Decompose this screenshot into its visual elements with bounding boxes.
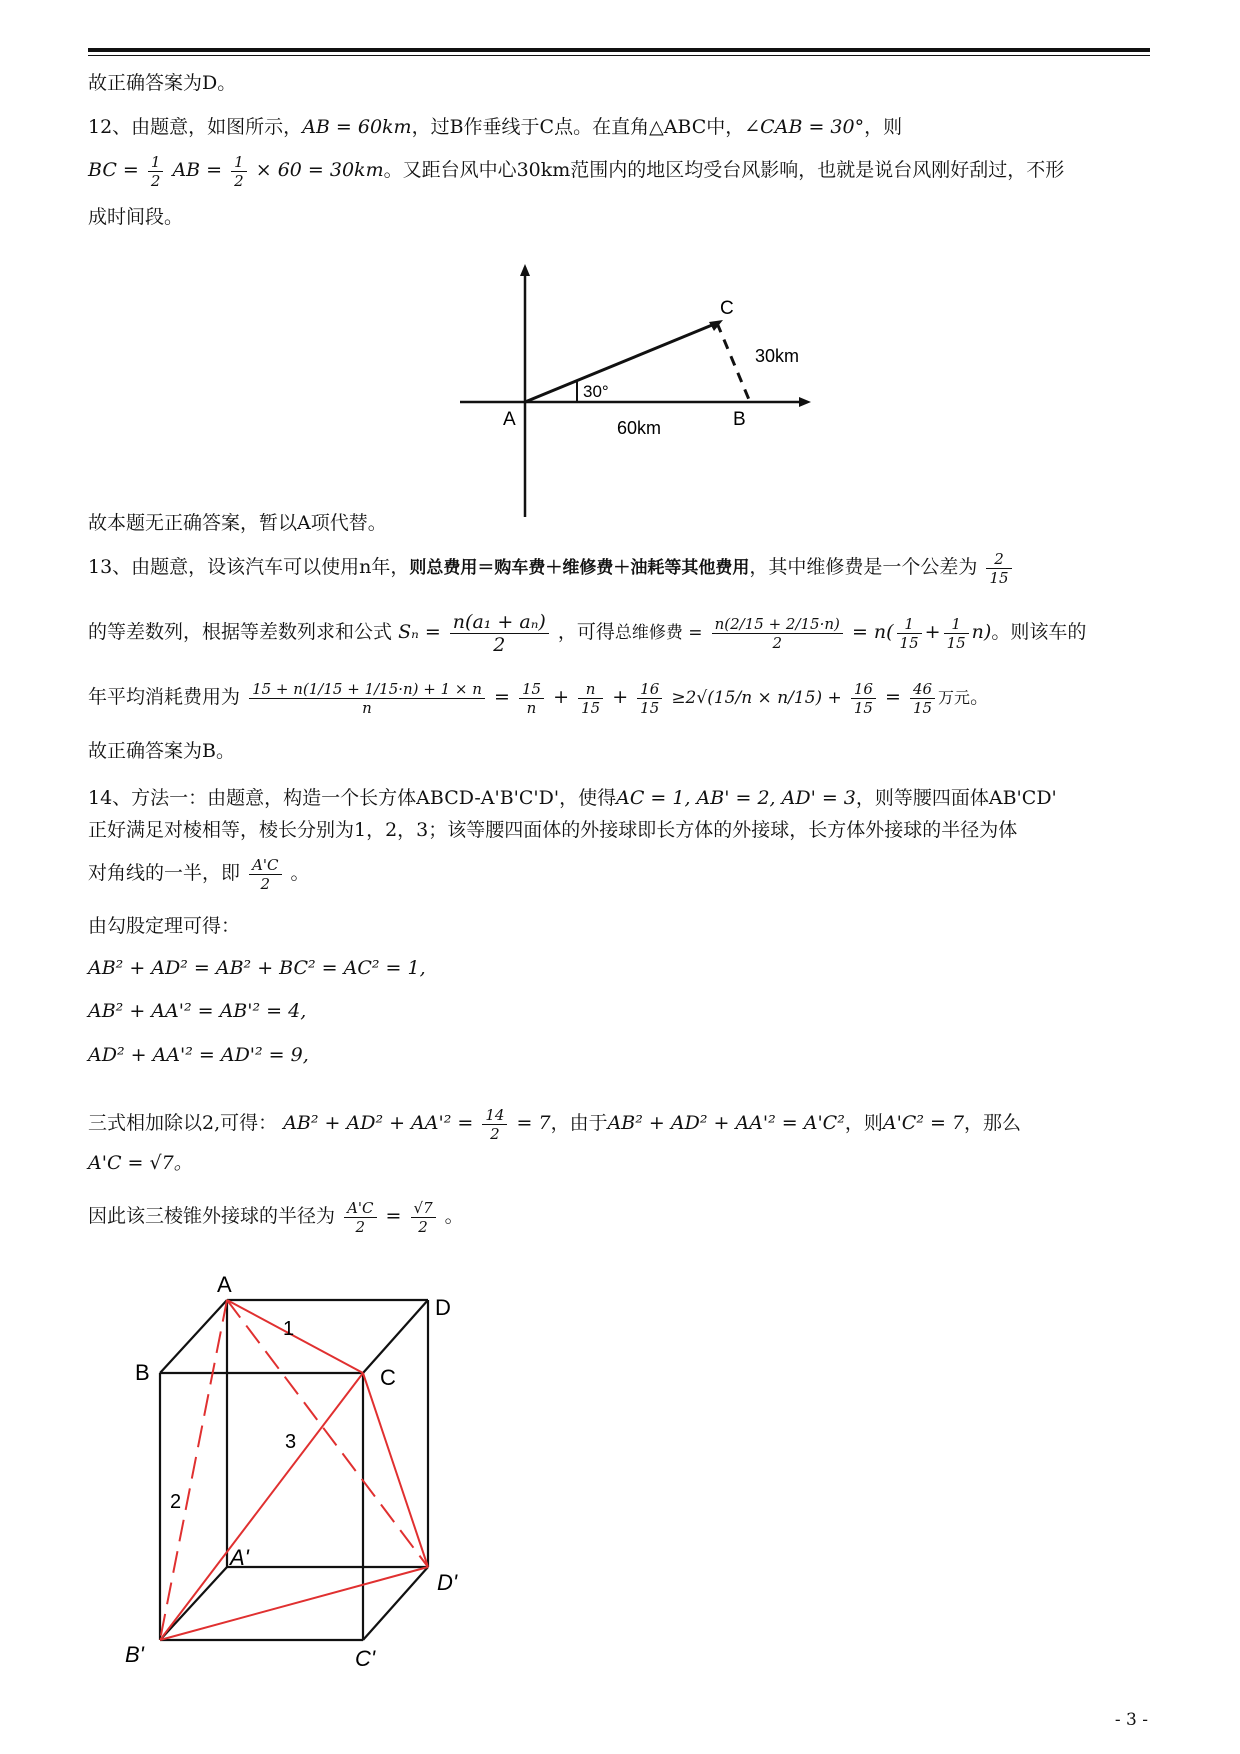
page-number: - 3 - bbox=[1114, 1710, 1148, 1730]
vertex-a-prime: A' bbox=[230, 1545, 249, 1570]
q12-line3: 成时间段。 bbox=[88, 206, 184, 228]
q11-answer: 故正确答案为D。 bbox=[88, 72, 237, 94]
tetrahedron-edges bbox=[160, 1300, 428, 1640]
fraction-16-15: $\frac{16}{15}$ bbox=[637, 680, 662, 717]
fraction-15-n: $\frac{15}{n}$ bbox=[519, 680, 544, 717]
fraction-sn: $\frac{\text{n(a₁ + aₙ)}}{2}$ bbox=[450, 611, 549, 656]
label-30km: 30km bbox=[755, 346, 800, 366]
vertex-c: C bbox=[380, 1365, 396, 1390]
label-a: A bbox=[503, 409, 516, 430]
header-rule-thick bbox=[88, 48, 1150, 52]
fraction-sqrt7-over-2: $\frac{√7}{2}$ bbox=[411, 1199, 436, 1236]
vertex-a: A bbox=[217, 1272, 232, 1297]
vertex-b-prime: B' bbox=[125, 1642, 144, 1667]
q13-line3: 年平均消耗费用为 $\frac{15 + n(1/15 + 1/15\cdot n) + 1 \times n}{n}$ = $\frac{15}{n}$ + $\frac{n}{15}$ + $\frac{16}{15}$ ≥2√(15/n × n/15) + $\frac{16}{15}$ = $\frac{46}{15}$ 万元。 bbox=[88, 679, 990, 717]
label-c: C bbox=[720, 298, 734, 319]
equation-2: AB² + AA'² = AB'² = 4, bbox=[88, 1000, 307, 1022]
edge-label-1: 1 bbox=[283, 1318, 295, 1340]
q14-sum-line: 三式相加除以2,可得： AB² + AD² + AA'² = $\frac{14}{2}$ = 7，由于AB² + AD² + AA'² = A'C²，则A'C² = 7，那么 bbox=[88, 1105, 1022, 1143]
q14-result-ac: A'C = √7。 bbox=[88, 1152, 193, 1174]
fraction-half: $\frac{1}{2}$ bbox=[148, 153, 164, 190]
fraction-half-2: $\frac{1}{2}$ bbox=[231, 153, 247, 190]
fraction-ac-over-2: $\frac{A'C}{2}$ bbox=[344, 1199, 376, 1236]
label-b: B bbox=[733, 409, 746, 430]
q12-conclusion: 故本题无正确答案，暂以A项代替。 bbox=[88, 512, 387, 534]
fraction-16-15-b: $\frac{16}{15}$ bbox=[851, 680, 876, 717]
q14-radius-line: 因此该三棱锥外接球的半径为 $\frac{A'C}{2}$ = $\frac{√7}{2}$ 。 bbox=[88, 1198, 464, 1236]
q12-line2: BC = $\frac{1}{2}$ AB = $\frac{1}{2}$ × 60 = 30km。又距台风中心30km范围内的地区均受台风影响，也就是说台风刚好刮过，不形 bbox=[88, 152, 1065, 190]
q14-line3: 对角线的一半，即 $\frac{A'C}{2}$ 。 bbox=[88, 855, 310, 893]
header-rule-thin bbox=[88, 55, 1150, 56]
y-axis-arrow bbox=[520, 264, 530, 276]
q12-line1: 12、由题意，如图所示，AB = 60km，过B作垂线于C点。在直角△ABC中，∠CAB = 30°，则 bbox=[88, 116, 903, 138]
q12-typhoon-diagram bbox=[455, 262, 815, 522]
q14-line2: 正好满足对棱相等，棱长分别为1，2，3；该等腰四面体的外接球即长方体的外接球，长方体外接球的半径为体 bbox=[88, 819, 1018, 841]
q13-line2: 的等差数列，根据等差数列求和公式 Sₙ = $\frac{\text{n(a₁ + aₙ)}}{2}$ ，可得总维修费 = $\frac{n(2/15 + 2/15\cdot n)}{2}$ = n( $\frac{1}{15}$ + $\frac{1}{15}$ n)。则该车的 bbox=[88, 610, 1087, 656]
q14-line1: 14、方法一：由题意，构造一个长方体ABCD-A'B'C'D'，使得AC = 1, AB' = 2, AD' = 3，则等腰四面体AB'CD' bbox=[88, 787, 1057, 809]
vertex-c-prime: C' bbox=[355, 1646, 376, 1670]
x-axis-arrow bbox=[799, 397, 811, 407]
vertex-d-prime: D' bbox=[437, 1570, 458, 1595]
fraction-total-repair: $\frac{n(2/15 + 2/15\cdot n)}{2}$ bbox=[712, 615, 843, 652]
q13-answer: 故正确答案为B。 bbox=[88, 740, 235, 762]
label-angle-30: 30° bbox=[583, 382, 609, 401]
fraction-2-15: $\frac{2}{15}$ bbox=[986, 550, 1011, 587]
fraction-1-15-a: $\frac{1}{15}$ bbox=[897, 615, 922, 652]
vertex-b: B bbox=[135, 1360, 150, 1385]
vertex-d: D bbox=[435, 1295, 451, 1320]
fraction-1-15-b: $\frac{1}{15}$ bbox=[944, 615, 969, 652]
equation-1: AB² + AD² = AB² + BC² = AC² = 1, bbox=[88, 957, 426, 979]
edge-label-3: 3 bbox=[285, 1431, 297, 1453]
q13-line1: 13、由题意，设该汽车可以使用n年，则总费用＝购车费＋维修费＋油耗等其他费用，其中维修费是一个公差为 $\frac{2}{15}$ bbox=[88, 545, 1015, 590]
label-60km: 60km bbox=[617, 418, 662, 438]
edge-label-2: 2 bbox=[170, 1491, 182, 1513]
fraction-14-2: $\frac{14}{2}$ bbox=[482, 1106, 507, 1143]
segment-ac bbox=[525, 323, 717, 402]
fraction-average-cost: $\frac{15 + n(1/15 + 1/15\cdot n) + 1 \times n}{n}$ bbox=[249, 680, 485, 717]
fraction-ac-2: $\frac{A'C}{2}$ bbox=[249, 856, 281, 893]
cuboid-tetrahedron-diagram bbox=[125, 1270, 485, 1670]
fraction-n-15: $\frac{n}{15}$ bbox=[578, 680, 603, 717]
fraction-46-15: $\frac{46}{15}$ bbox=[910, 680, 935, 717]
cuboid-edges bbox=[160, 1300, 428, 1640]
equation-3: AD² + AA'² = AD'² = 9, bbox=[88, 1044, 309, 1066]
segment-cb-dashed bbox=[717, 323, 750, 402]
q14-pythagoras-intro: 由勾股定理可得： bbox=[88, 915, 241, 937]
